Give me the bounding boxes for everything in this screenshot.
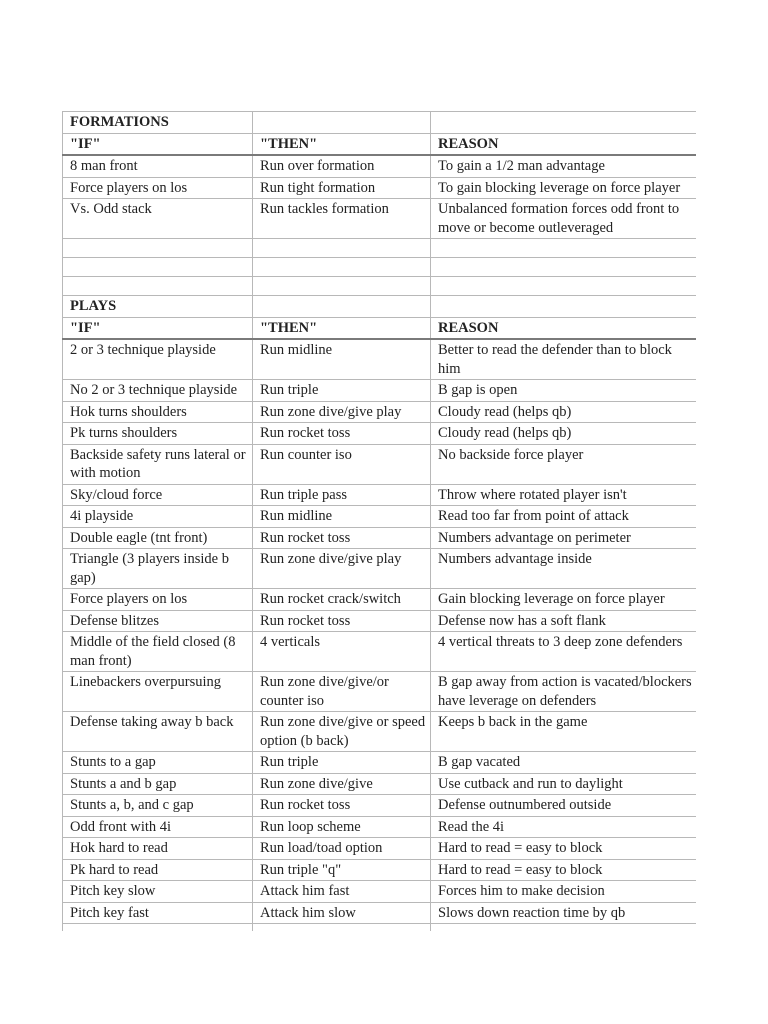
table-row	[63, 610, 697, 632]
table-row	[63, 423, 697, 445]
table-row	[63, 199, 697, 239]
reason-cell: Cloudy read (helps qb)	[431, 401, 697, 423]
if-cell: Force players on los	[63, 177, 253, 199]
reason-cell: Use cutback and run to daylight	[431, 773, 697, 795]
if-cell: Pitch key fast	[63, 902, 253, 924]
then-cell: Run rocket crack/switch	[253, 589, 431, 611]
reason-cell: To gain a 1/2 man advantage	[431, 155, 697, 177]
table-row	[63, 444, 697, 484]
if-cell: Defense blitzes	[63, 610, 253, 632]
table-row	[63, 401, 697, 423]
if-cell: Linebackers overpursuing	[63, 672, 253, 712]
formations-header-row	[63, 133, 697, 155]
then-cell: 4 verticals	[253, 632, 431, 672]
then-cell: Run zone dive/give play	[253, 401, 431, 423]
then-cell: Run rocket toss	[253, 795, 431, 817]
table-row	[63, 838, 697, 860]
if-cell: Hok turns shoulders	[63, 401, 253, 423]
formations-if-header: "IF"	[63, 133, 253, 155]
table-row	[63, 773, 697, 795]
reason-cell: Gain blocking leverage on force player	[431, 589, 697, 611]
reason-cell: Numbers advantage on perimeter	[431, 527, 697, 549]
table-row	[63, 506, 697, 528]
then-cell: Run load/toad option	[253, 838, 431, 860]
reason-cell: Defense outnumbered outside	[431, 795, 697, 817]
if-cell: Hok hard to read	[63, 838, 253, 860]
table-row	[63, 484, 697, 506]
then-cell: Run rocket toss	[253, 527, 431, 549]
if-cell: Force players on los	[63, 589, 253, 611]
blank-row	[63, 239, 697, 258]
if-cell: Vs. Odd stack	[63, 199, 253, 239]
then-cell: Run triple	[253, 380, 431, 402]
table-row	[63, 589, 697, 611]
then-cell: Run midline	[253, 339, 431, 380]
formations-section-row	[63, 112, 697, 134]
then-cell: Run counter iso	[253, 444, 431, 484]
if-cell: Stunts to a gap	[63, 752, 253, 774]
plays-then-header: "THEN"	[253, 317, 431, 339]
blank-row	[63, 277, 697, 296]
reason-cell: Throw where rotated player isn't	[431, 484, 697, 506]
table-row	[63, 881, 697, 903]
then-cell: Run zone dive/give or speed option (b back)	[253, 712, 431, 752]
if-cell: Odd front with 4i	[63, 816, 253, 838]
if-cell: Stunts a, b, and c gap	[63, 795, 253, 817]
table-body	[63, 112, 697, 932]
then-cell: Run rocket toss	[253, 423, 431, 445]
reason-cell: Forces him to make decision	[431, 881, 697, 903]
if-cell: Middle of the field closed (8 man front)	[63, 632, 253, 672]
then-cell: Attack him slow	[253, 902, 431, 924]
reason-cell: B gap away from action is vacated/blockers have leverage on defenders	[431, 672, 697, 712]
if-cell: Pitch key slow	[63, 881, 253, 903]
if-cell: Double eagle (tnt front)	[63, 527, 253, 549]
reason-cell: Numbers advantage inside	[431, 549, 697, 589]
formations-section-title: FORMATIONS	[63, 112, 253, 134]
reason-cell: Defense now has a soft flank	[431, 610, 697, 632]
formations-reason-header: REASON	[431, 133, 697, 155]
reason-cell: Cloudy read (helps qb)	[431, 423, 697, 445]
if-cell: No 2 or 3 technique playside	[63, 380, 253, 402]
plays-section-row	[63, 296, 697, 318]
then-cell: Run loop scheme	[253, 816, 431, 838]
table-row	[63, 549, 697, 589]
then-cell: Run triple	[253, 752, 431, 774]
table-row	[63, 380, 697, 402]
reason-cell: Read the 4i	[431, 816, 697, 838]
document-page	[62, 111, 696, 931]
table-row	[63, 177, 697, 199]
then-cell: Run triple pass	[253, 484, 431, 506]
if-cell: 2 or 3 technique playside	[63, 339, 253, 380]
if-cell: Stunts a and b gap	[63, 773, 253, 795]
table-row	[63, 859, 697, 881]
table-row	[63, 795, 697, 817]
plays-section-title: PLAYS	[63, 296, 253, 318]
then-cell: Run triple "q"	[253, 859, 431, 881]
table-row	[63, 752, 697, 774]
table-row	[63, 712, 697, 752]
then-cell: Run zone dive/give/or counter iso	[253, 672, 431, 712]
table-row	[63, 902, 697, 924]
reason-cell: To gain blocking leverage on force player	[431, 177, 697, 199]
cut-off-row	[63, 924, 697, 932]
reason-cell: 4 vertical threats to 3 deep zone defenders	[431, 632, 697, 672]
reason-cell: Keeps b back in the game	[431, 712, 697, 752]
table-row	[63, 816, 697, 838]
reason-cell: Unbalanced formation forces odd front to move or become outleveraged	[431, 199, 697, 239]
table-row	[63, 527, 697, 549]
reason-cell: Read too far from point of attack	[431, 506, 697, 528]
if-cell: Pk turns shoulders	[63, 423, 253, 445]
plays-if-header: "IF"	[63, 317, 253, 339]
table-row	[63, 672, 697, 712]
plays-reason-header: REASON	[431, 317, 697, 339]
blank-row	[63, 258, 697, 277]
table-row	[63, 155, 697, 177]
reason-cell: No backside force player	[431, 444, 697, 484]
if-cell: Sky/cloud force	[63, 484, 253, 506]
if-cell: Pk hard to read	[63, 859, 253, 881]
reason-cell: B gap is open	[431, 380, 697, 402]
then-cell: Run tackles formation	[253, 199, 431, 239]
plays-header-row	[63, 317, 697, 339]
then-cell: Run zone dive/give	[253, 773, 431, 795]
then-cell: Run midline	[253, 506, 431, 528]
then-cell: Run rocket toss	[253, 610, 431, 632]
then-cell: Run over formation	[253, 155, 431, 177]
table-row	[63, 339, 697, 380]
if-then-reason-table	[62, 111, 696, 931]
reason-cell: Hard to read = easy to block	[431, 838, 697, 860]
formations-then-header: "THEN"	[253, 133, 431, 155]
if-cell: 4i playside	[63, 506, 253, 528]
reason-cell: Better to read the defender than to block him	[431, 339, 697, 380]
then-cell: Run tight formation	[253, 177, 431, 199]
reason-cell: Hard to read = easy to block	[431, 859, 697, 881]
if-cell: Defense taking away b back	[63, 712, 253, 752]
table-row	[63, 632, 697, 672]
then-cell: Run zone dive/give play	[253, 549, 431, 589]
if-cell: 8 man front	[63, 155, 253, 177]
reason-cell: B gap vacated	[431, 752, 697, 774]
if-cell: Triangle (3 players inside b gap)	[63, 549, 253, 589]
reason-cell: Slows down reaction time by qb	[431, 902, 697, 924]
then-cell: Attack him fast	[253, 881, 431, 903]
if-cell: Backside safety runs lateral or with motion	[63, 444, 253, 484]
